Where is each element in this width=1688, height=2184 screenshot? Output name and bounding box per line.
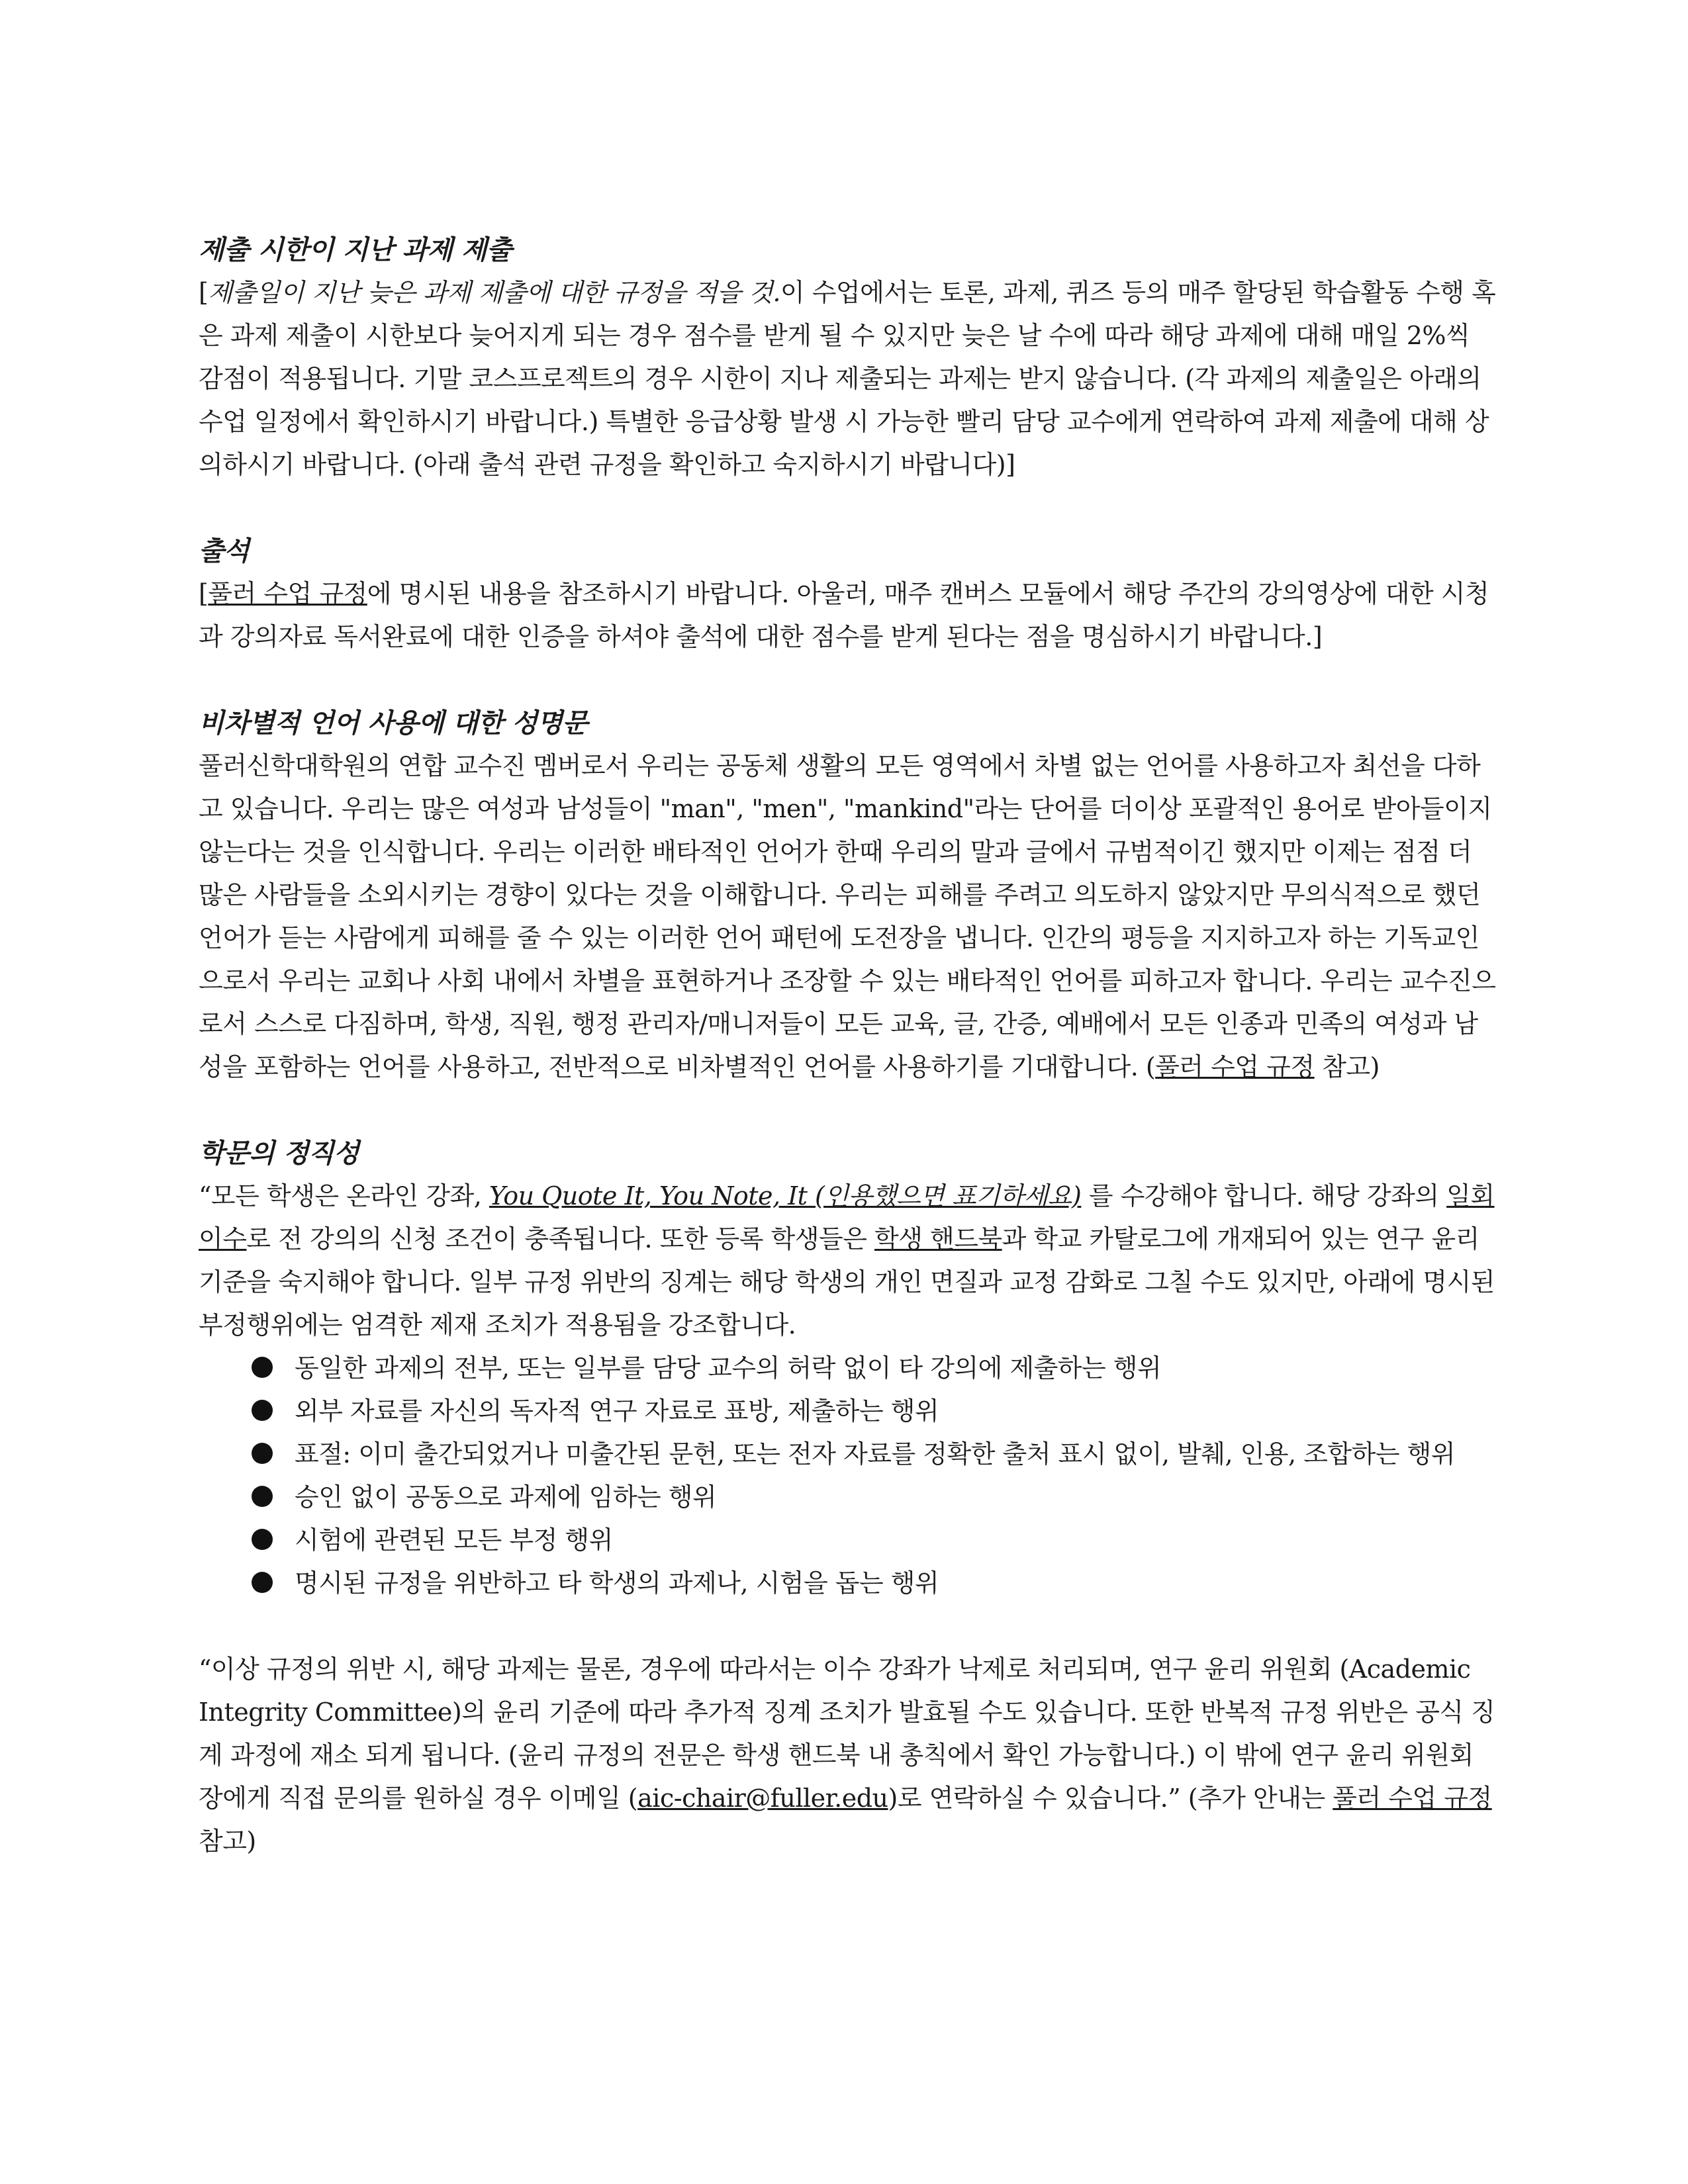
document-content xyxy=(199,228,1496,1906)
attendance-paragraph xyxy=(199,572,1496,659)
integrity-text-a: “모든 학생은 온라인 강좌, xyxy=(199,1181,489,1210)
one-time-completion-link[interactable]: 일회 이수 xyxy=(199,1181,1495,1253)
academic-integrity-section xyxy=(199,1132,1496,1863)
bullet-icon xyxy=(252,1572,273,1593)
attendance-body: 에 명시된 내용을 참조하시기 바랍니다. 아울러, 매주 캔버스 모듈에서 해당 주간의 강의영상에 대한 시청과 강의자료 독서완료에 대한 인증을 하셔야 출석에 대한 점수를 받게 된다는 점을 명심하시기 바랍니다.] xyxy=(199,579,1489,651)
inclusive-language-heading: 비차별적 언어 사용에 대한 성명문 xyxy=(199,707,588,739)
list-item xyxy=(252,1476,1496,1519)
list-item-text: 승인 없이 공동으로 과제에 임하는 행위 xyxy=(295,1482,717,1512)
attendance-heading: 출석 xyxy=(199,535,250,567)
list-item-text: 표절: 이미 출간되었거나 미출간된 문헌, 또는 전자 자료를 정확한 출처 표시 없이, 발췌, 인용, 조합하는 행위 xyxy=(295,1439,1456,1469)
late-submission-section xyxy=(199,228,1496,486)
late-submission-instruction: 제출일이 지난 늦은 과제 제출에 대한 규정을 적을 것. xyxy=(208,278,780,307)
list-item xyxy=(252,1390,1496,1433)
fuller-policy-link[interactable]: 풀러 수업 규정 xyxy=(208,579,367,608)
inclusive-language-section xyxy=(199,702,1496,1089)
academic-integrity-paragraph-1 xyxy=(199,1175,1496,1347)
list-item xyxy=(252,1519,1496,1562)
academic-integrity-heading: 학문의 정직성 xyxy=(199,1138,359,1169)
email-link[interactable]: aic-chair@fuller.edu xyxy=(637,1784,888,1813)
bullet-icon xyxy=(252,1357,273,1378)
integrity-text-c: 로 전 강의의 신청 조건이 충족됩니다. 또한 등록 학생들은 xyxy=(246,1224,874,1253)
attendance-section xyxy=(199,529,1496,659)
list-item-text: 동일한 과제의 전부, 또는 일부를 담당 교수의 허락 없이 타 강의에 제출하는 행위 xyxy=(295,1353,1162,1383)
course-link[interactable]: You Quote It, You Note, It (인용했으면 표기하세요) xyxy=(489,1181,1082,1210)
open-bracket: [ xyxy=(199,579,209,608)
list-item xyxy=(252,1347,1496,1390)
list-item-text: 명시된 규정을 위반하고 타 학생의 과제나, 시험을 돕는 행위 xyxy=(295,1569,939,1598)
bullet-icon xyxy=(252,1443,273,1464)
inclusive-language-paragraph xyxy=(199,745,1496,1089)
integrity-text-b: 를 수강해야 합니다. 해당 강좌의 xyxy=(1081,1181,1447,1210)
bullet-icon xyxy=(252,1486,273,1507)
list-item-text: 시험에 관련된 모든 부정 행위 xyxy=(295,1525,613,1555)
fuller-policy-link[interactable]: 풀러 수업 규정 xyxy=(1155,1052,1315,1081)
fuller-policy-link[interactable]: 풀러 수업 규정 xyxy=(1333,1784,1492,1813)
integrity-text-g: 참고) xyxy=(199,1827,256,1856)
inclusive-language-body: 풀러신학대학원의 연합 교수진 멤버로서 우리는 공동체 생활의 모든 영역에서 차별 없는 언어를 사용하고자 최선을 다하고 있습니다. 우리는 많은 여성과 남성들이 "man", "men", "mankind"라는 단어를 더이상 포괄적인 용어로 받아들이지 않는다는 것을 인식합니다. 우리는 이러한 배타적인 언어가 한때 우리의 말과 글에서 규범적이긴 했지만 이제는 점점 더 많은 사람들을 소외시키는 경향이 있다는 것을 이해합니다. 우리는 피해를 주려고 의도하지 않았지만 무의식적으로 했던 언어가 듣는 사람에게 피해를 줄 수 있는 이러한 언어 패턴에 도전장을 냅니다. 인간의 평등을 지지하고자 하는 기독교인으로서 우리는 교회나 사회 내에서 차별을 표현하거나 조장할 수 있는 배타적인 언어를 피하고자 합니다. 우리는 교수진으로서 스스로 다짐하며, 학생, 직원, 행정 관리자/매니저들이 모든 교육, 글, 간증, 예배에서 모든 인종과 민족의 여성과 남성을 포함하는 언어를 사용하고, 전반적으로 비차별적인 언어를 사용하기를 기대합니다. ( xyxy=(199,751,1496,1081)
academic-integrity-paragraph-2 xyxy=(199,1648,1496,1863)
list-item xyxy=(252,1433,1496,1476)
inclusive-language-tail: 참고) xyxy=(1314,1052,1380,1081)
bullet-icon xyxy=(252,1400,273,1421)
integrity-text-d: 과 학교 카탈로그에 개재되어 있는 연구 윤리 기준을 숙지해야 합니다. 일부 규정 위반의 징계는 해당 학생의 개인 면질과 교정 감화로 그칠 수도 있지만, 아래에 명시된 부정행위에는 엄격한 제재 조치가 적용됨을 강조합니다. xyxy=(199,1224,1495,1340)
open-bracket: [ xyxy=(199,278,209,307)
paragraph-gap xyxy=(199,1605,1496,1648)
integrity-text-e: “이상 규정의 위반 시, 해당 과제는 물론, 경우에 따라서는 이수 강좌가 낙제로 처리되며, 연구 윤리 위원회 (Academic Integrity Committee)의 윤리 기준에 따라 추가적 징계 조치가 발효될 수도 있습니다. 또한 반복적 규정 위반은 공식 징계 과정에 재소 되게 됩니다. (윤리 규정의 전문은 학생 핸드북 내 총칙에서 확인 가능합니다.) 이 밖에 연구 윤리 위원회장에게 직접 문의를 원하실 경우 이메일 ( xyxy=(199,1655,1495,1813)
list-item-text: 외부 자료를 자신의 독자적 연구 자료로 표방, 제출하는 행위 xyxy=(295,1396,939,1426)
bullet-icon xyxy=(252,1529,273,1550)
violations-list xyxy=(199,1347,1496,1605)
student-handbook-link[interactable]: 학생 핸드북 xyxy=(874,1224,1002,1253)
integrity-text-f: )로 연락하실 수 있습니다.” (추가 안내는 xyxy=(888,1784,1333,1813)
late-submission-heading: 제출 시한이 지난 과제 제출 xyxy=(199,234,512,265)
list-item xyxy=(252,1562,1496,1605)
late-submission-paragraph xyxy=(199,271,1496,486)
late-submission-body: 이 수업에서는 토론, 과제, 퀴즈 등의 매주 할당된 학습활동 수행 혹은 과제 제출이 시한보다 늦어지게 되는 경우 점수를 받게 될 수 있지만 늦은 날 수에 따라 해당 과제에 대해 매일 2%씩 감점이 적용됩니다. 기말 코스프로젝트의 경우 시한이 지나 제출되는 과제는 받지 않습니다. (각 과제의 제출일은 아래의 수업 일정에서 확인하시기 바랍니다.) 특별한 응급상황 발생 시 가능한 빨리 담당 교수에게 연락하여 과제 제출에 대해 상의하시기 바랍니다. (아래 출석 관련 규정을 확인하고 숙지하시기 바랍니다)] xyxy=(199,278,1496,479)
